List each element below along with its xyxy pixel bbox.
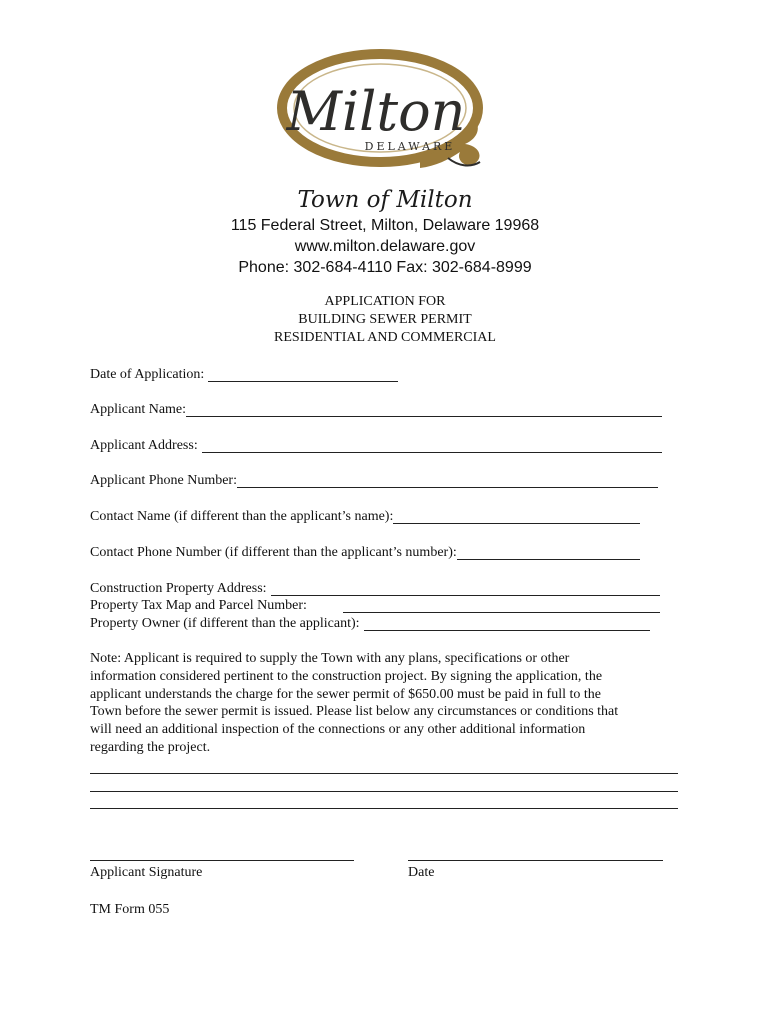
applicant-address-label: Applicant Address: xyxy=(90,438,198,453)
applicant-phone-field[interactable] xyxy=(237,473,658,488)
note-line: information considered pertinent to the construction project. By signing the application, the xyxy=(90,668,603,684)
applicant-address-field[interactable] xyxy=(202,438,662,453)
logo-wordmark: Milton xyxy=(286,80,466,143)
tax-map-parcel-field[interactable] xyxy=(343,598,660,613)
applicant-phone-row xyxy=(90,472,658,490)
logo-state: DELAWARE xyxy=(364,140,456,153)
applicant-signature-field[interactable] xyxy=(90,860,354,861)
property-owner-row xyxy=(90,615,650,633)
town-name: Town of Milton xyxy=(297,187,473,213)
form-title-line-2: BUILDING SEWER PERMIT xyxy=(298,312,472,327)
construction-address-label: Construction Property Address: xyxy=(90,581,267,596)
town-website: www.milton.delaware.gov xyxy=(294,238,476,255)
circumstances-line-1[interactable] xyxy=(90,773,678,774)
contact-name-label: Contact Name (if different than the applicant’s name): xyxy=(90,509,394,524)
contact-name-field[interactable] xyxy=(393,509,640,524)
applicant-signature-label: Applicant Signature xyxy=(90,865,203,880)
construction-address-row xyxy=(90,580,660,598)
note-line: Town before the sewer permit is issued. Please list below any circumstances or conditions that xyxy=(90,704,619,720)
construction-address-field[interactable] xyxy=(271,581,660,596)
form-title-line-3: RESIDENTIAL AND COMMERCIAL xyxy=(274,330,496,345)
date-of-application-label: Date of Application: xyxy=(90,367,205,382)
date-of-application-row xyxy=(90,366,398,384)
circumstances-line-3[interactable] xyxy=(90,808,678,809)
tax-map-parcel-label: Property Tax Map and Parcel Number: xyxy=(90,598,307,613)
applicant-name-row xyxy=(90,401,662,419)
note-line: Note: Applicant is required to supply the Town with any plans, specifications or other xyxy=(90,651,570,666)
signature-date-field[interactable] xyxy=(408,860,663,861)
applicant-phone-label: Applicant Phone Number: xyxy=(90,473,237,488)
tax-map-parcel-row xyxy=(90,597,660,615)
circumstances-line-2[interactable] xyxy=(90,791,678,792)
property-owner-field[interactable] xyxy=(364,616,650,631)
form-id: TM Form 055 xyxy=(90,902,170,917)
contact-name-row xyxy=(90,508,640,526)
applicant-name-label: Applicant Name: xyxy=(90,402,187,417)
town-phone-fax: Phone: 302-684-4110 Fax: 302-684-8999 xyxy=(238,259,532,276)
contact-phone-field[interactable] xyxy=(457,545,640,560)
contact-phone-row xyxy=(90,544,640,562)
property-owner-label: Property Owner (if different than the applicant): xyxy=(90,616,360,631)
signature-date-label: Date xyxy=(408,865,435,880)
town-address: 115 Federal Street, Milton, Delaware 19968 xyxy=(230,217,540,234)
contact-phone-label: Contact Phone Number (if different than the applicant’s number): xyxy=(90,545,457,560)
note-line: will need an additional inspection of the connections or any other additional information xyxy=(90,722,586,738)
applicant-address-row xyxy=(90,437,662,455)
note-line: regarding the project. xyxy=(90,739,211,755)
applicant-name-field[interactable] xyxy=(186,402,662,417)
milton-logo xyxy=(270,40,500,190)
applicant-note xyxy=(90,650,675,757)
date-of-application-field[interactable] xyxy=(208,367,398,382)
form-title-line-1: APPLICATION FOR xyxy=(324,294,446,309)
note-line: applicant understands the charge for the sewer permit of $650.00 must be paid in full to the xyxy=(90,686,601,702)
